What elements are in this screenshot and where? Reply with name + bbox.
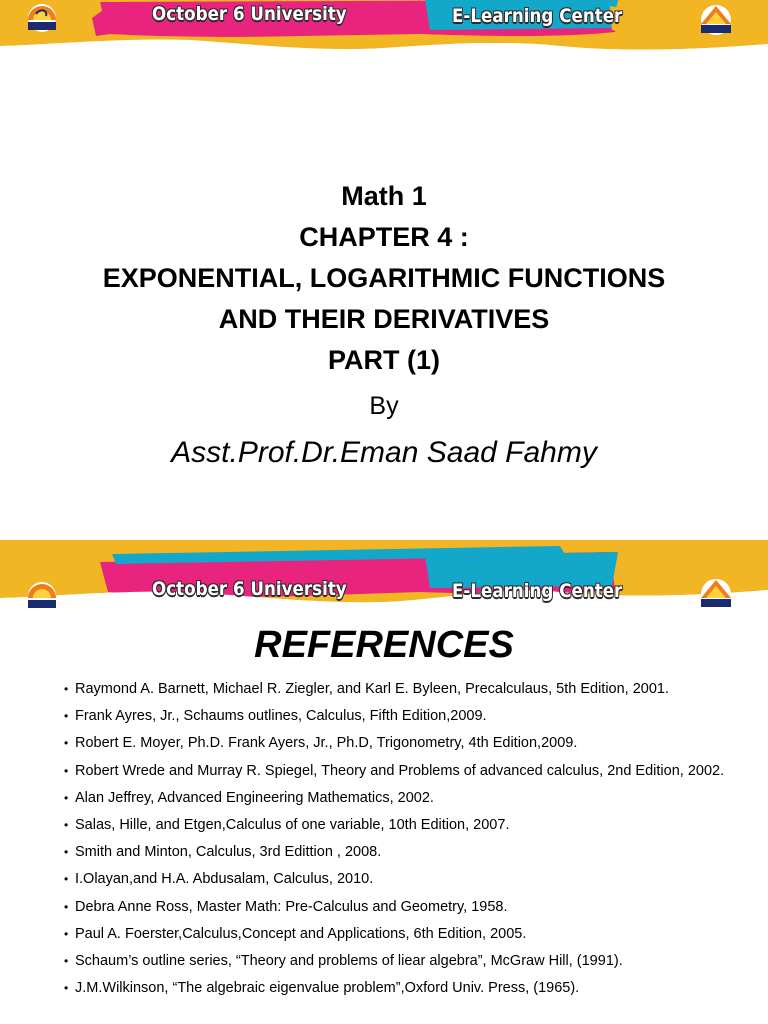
reference-item: • Smith and Minton, Calculus, 3rd Editti​on , 2008. <box>64 843 744 862</box>
chapter-subtitle-line2: AND THEIR DERIVATIVES <box>218 304 550 334</box>
references-list <box>64 680 744 1006</box>
reference-item: • J.M.Wilkinson, “The algebraic eigenvalue problem”,Oxford Univ. Press, (1965). <box>64 979 744 998</box>
reference-item: • Robert Wrede and Murray R. Spiegel, Theory and Problems of advanced calculus, 2nd Edition, 2002. <box>64 762 744 781</box>
banner-graphic <box>0 540 768 620</box>
left-logo-icon <box>28 4 56 32</box>
reference-item: • Robert E. Moyer, Ph.D. Frank Ayers, Jr., Ph.D, Trigonometry, 4th Edition,2009. <box>64 734 744 753</box>
reference-item: • Paul A. Foerster,Calculus,Concept and Applications, 6th Edition, 2005. <box>64 925 744 944</box>
banner-center-label: E-Learning Center <box>452 5 623 27</box>
chapter-label: CHAPTER 4 : <box>299 222 469 252</box>
right-logo-icon <box>701 5 731 35</box>
banner-university-label: October 6 University <box>152 578 347 600</box>
university-banner <box>0 540 768 620</box>
slide-references <box>0 540 768 1024</box>
reference-item: • Debra Anne Ross, Master Math: Pre-Calculus and Geometry, 1958. <box>64 898 744 917</box>
banner-graphic <box>0 0 768 80</box>
reference-item: • Schaum’s outline series, “Theory and problems of liear algebra”, McGraw Hill, (1991). <box>64 952 744 971</box>
author-name: Asst.Prof.Dr.Eman Saad Fahmy <box>171 436 597 469</box>
banner-university-label: October 6 University <box>152 3 347 25</box>
left-logo-icon <box>28 582 56 610</box>
reference-item: • Alan Jeffrey, Advanced Engineering Mathematics, 2002. <box>64 789 744 808</box>
by-label: By <box>369 392 399 420</box>
reference-item: • Raymond A. Barnett, Michael R. Ziegler, and Karl E. Byleen, Precalculaus, 5th Edition, 2001. <box>64 680 744 699</box>
title-block <box>0 176 768 473</box>
reference-item: • I.Olayan,and H.A. Abdusalam, Calculus, 2010. <box>64 870 744 889</box>
course-title: Math 1 <box>341 181 427 211</box>
reference-item: • Frank Ayres, Jr., Schaums outlines, Calculus, Fifth Edition,2009. <box>64 707 744 726</box>
university-banner <box>0 0 768 80</box>
references-heading: REFERENCES <box>254 624 514 666</box>
part-label: PART (1) <box>328 345 440 375</box>
reference-item: • Salas, Hille, and Etgen,Calculus of one variable, 10th Edition, 2007. <box>64 816 744 835</box>
chapter-subtitle-line1: EXPONENTIAL, LOGARITHMIC FUNCTIONS <box>102 263 666 293</box>
right-logo-icon <box>701 579 731 609</box>
banner-center-label: E-Learning Center <box>452 580 623 602</box>
